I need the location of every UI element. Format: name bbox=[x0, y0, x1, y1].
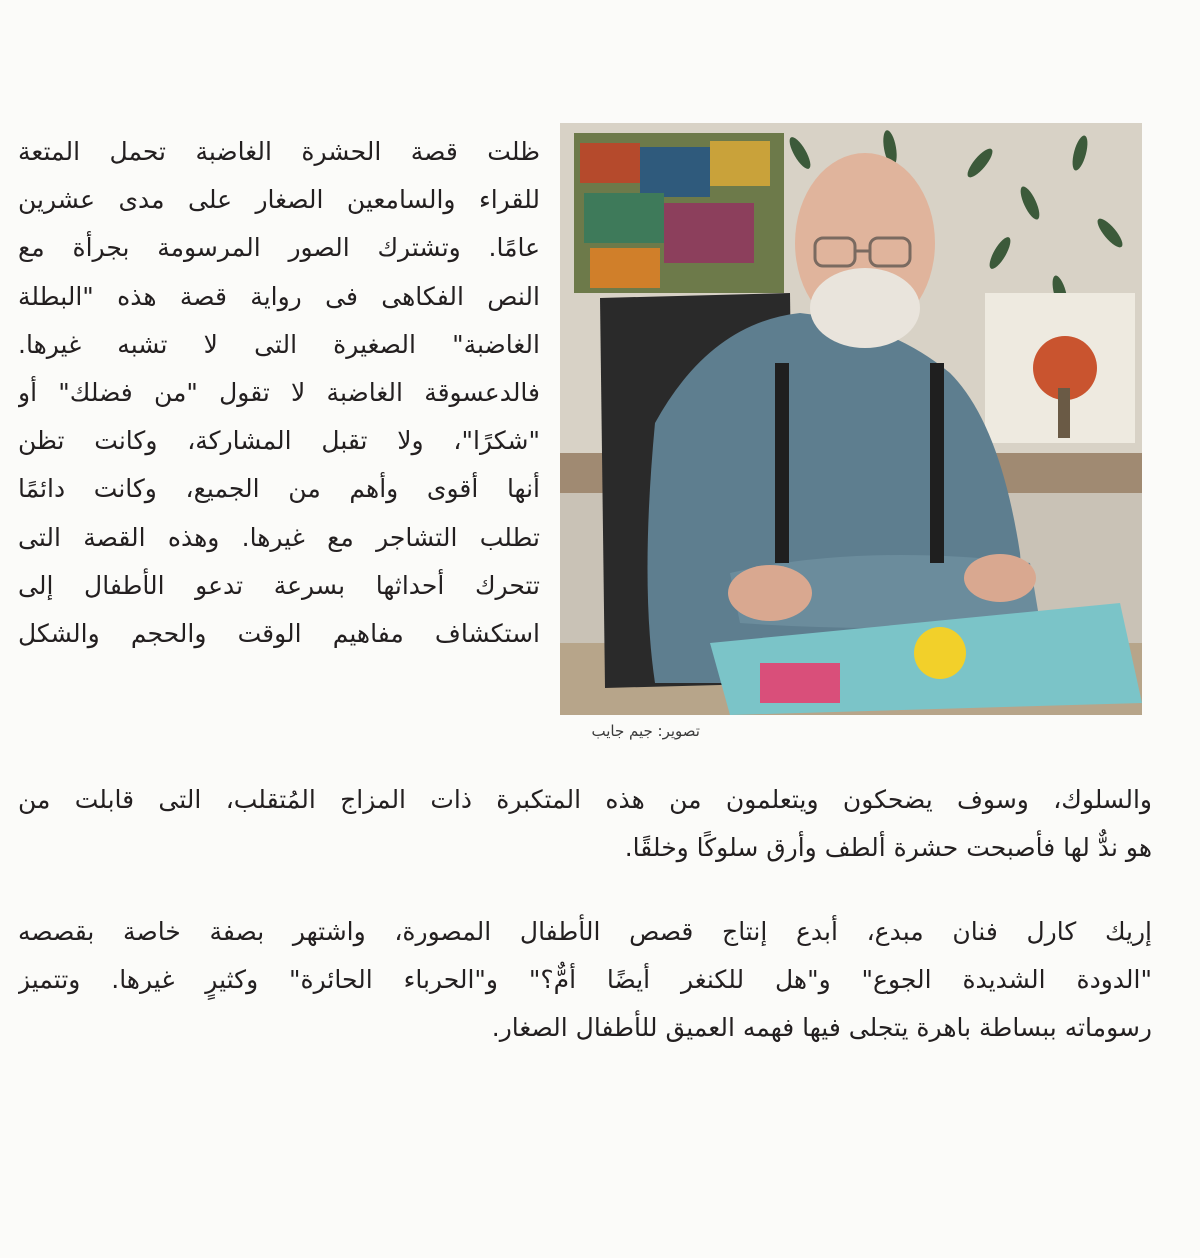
text-line: للقراء والسامعين الصغار على مدى عشرين bbox=[18, 185, 540, 215]
text-line: إريك كارل فنان مبدع، أبدع إنتاج قصص الأطفال المصورة، واشتهر بصفة خاصة بقصصه bbox=[18, 917, 1152, 946]
text-line: الغاضبة" الصغيرة التى لا تشبه غيرها. bbox=[18, 329, 540, 359]
text-line: رسوماته ببساطة باهرة يتجلى فيها فهمه العميق للأطفال الصغار. bbox=[491, 1013, 1152, 1042]
text-line: عامًا. وتشترك الصور المرسومة بجرأة مع bbox=[18, 233, 540, 263]
author-bio-paragraph bbox=[18, 908, 1152, 1052]
text-line: استكشاف مفاهيم الوقت والحجم والشكل bbox=[18, 618, 540, 648]
text-line: والسلوك، وسوف يضحكون ويتعلمون من هذه المتكبرة ذات المزاج المُتقلب، التى قابلت من bbox=[18, 785, 1152, 814]
text-line: "الدودة الشديدة الجوع" و"هل للكنغر أيضًا أمٌّ؟" و"الحرباء الحائرة" وكثيرٍ غيرها. وتتميز bbox=[18, 965, 1152, 994]
continuation-paragraph bbox=[18, 776, 1152, 872]
text-line: أنها أقوى وأهم من الجميع، وكانت دائمًا bbox=[18, 474, 540, 504]
side-column-text bbox=[18, 128, 540, 658]
text-line: النص الفكاهى فى رواية قصة هذه "البطلة bbox=[18, 281, 540, 311]
text-line: هو ندٌّ لها فأصبحت حشرة ألطف وأرق سلوكًا وخلقًا. bbox=[624, 833, 1152, 862]
text-line: "شكرًا"، ولا تقبل المشاركة، وكانت تظن bbox=[18, 426, 540, 456]
photo-caption: تصوير: جيم جايب bbox=[591, 722, 700, 740]
author-photo bbox=[560, 123, 1142, 715]
author-photo-illustration bbox=[560, 123, 1142, 715]
text-line: ظلت قصة الحشرة الغاضبة تحمل المتعة bbox=[18, 137, 540, 166]
text-line: تطلب التشاجر مع غيرها. وهذه القصة التى bbox=[18, 522, 540, 552]
text-line: تتحرك أحداثها بسرعة تدعو الأطفال إلى bbox=[18, 570, 540, 600]
text-line: فالدعسوقة الغاضبة لا تقول "من فضلك" أو bbox=[18, 377, 540, 407]
